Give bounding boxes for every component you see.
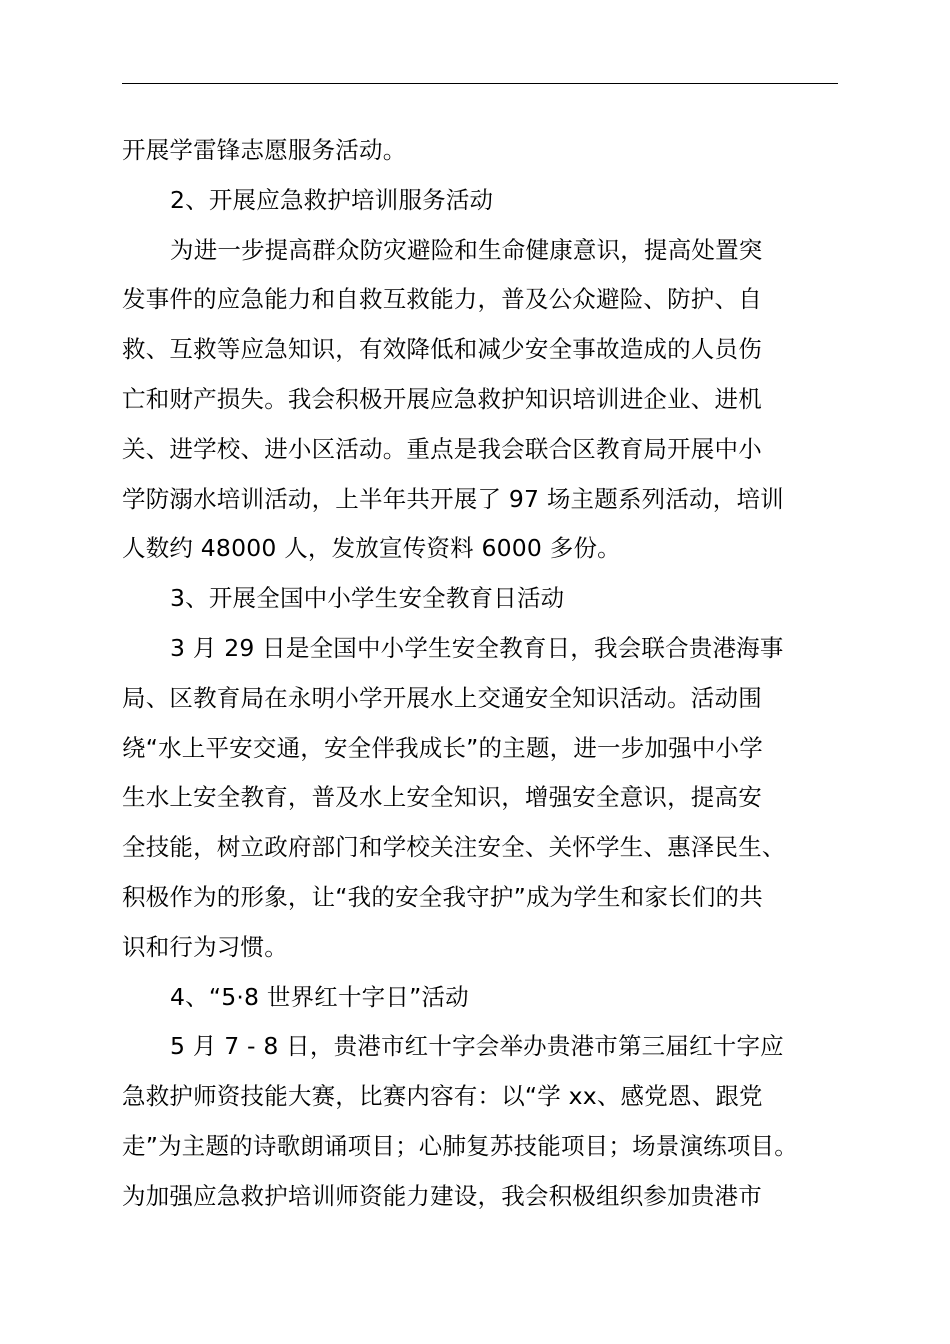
document-body xyxy=(122,126,840,1222)
section-heading: 4、“5·8 世界红十字日”活动 xyxy=(170,982,469,1011)
text-line: 为进一步提高群众防灾避险和生命健康意识，提高处置突 xyxy=(170,235,763,264)
text-line: 开展学雷锋志愿服务活动。 xyxy=(122,136,407,164)
text-line: 全技能，树立政府部门和学校关注安全、关怀学生、惠泽民生、 xyxy=(122,833,786,862)
text-line: 识和行为习惯。 xyxy=(122,932,288,961)
text-line: 局、区教育局在永明小学开展水上交通安全知识活动。活动围 xyxy=(122,683,762,712)
header-rule xyxy=(122,83,838,84)
text-line: 3 月 29 日是全国中小学生安全教育日，我会联合贵港海事 xyxy=(170,633,784,662)
text-line: 学防溺水培训活动，上半年共开展了 97 场主题系列活动，培训 xyxy=(122,484,784,513)
text-line: 人数约 48000 人，发放宣传资料 6000 多份。 xyxy=(122,534,621,563)
text-line: 亡和财产损失。我会积极开展应急救护知识培训进企业、进机 xyxy=(122,384,762,413)
text-line: 积极作为的形象，让“我的安全我守护”成为学生和家长们的共 xyxy=(122,882,763,911)
text-line: 救、互救等应急知识，有效降低和减少安全事故造成的人员伤 xyxy=(122,335,762,364)
text-line: 发事件的应急能力和自救互救能力，普及公众避险、防护、自 xyxy=(122,285,762,314)
text-line: 5 月 7 - 8 日，贵港市红十字会举办贵港市第三届红十字应 xyxy=(170,1032,784,1061)
text-line: 为加强应急救护培训师资能力建设，我会积极组织参加贵港市 xyxy=(122,1181,762,1210)
text-line: 绕“水上平安交通，安全伴我成长”的主题，进一步加强中小学 xyxy=(122,733,763,762)
text-line: 走”为主题的诗歌朗诵项目；心肺复苏技能项目；场景演练项目。 xyxy=(122,1131,798,1160)
text-line: 关、进学校、进小区活动。重点是我会联合区教育局开展中小 xyxy=(122,434,762,463)
text-line: 急救护师资技能大赛，比赛内容有：以“学 xx、感党恩、跟党 xyxy=(122,1082,763,1111)
section-heading: 3、开展全国中小学生安全教育日活动 xyxy=(170,584,565,613)
text-line: 生水上安全教育，普及水上安全知识，增强安全意识，提高安 xyxy=(122,783,762,812)
section-heading: 2、开展应急救护培训服务活动 xyxy=(170,185,494,214)
